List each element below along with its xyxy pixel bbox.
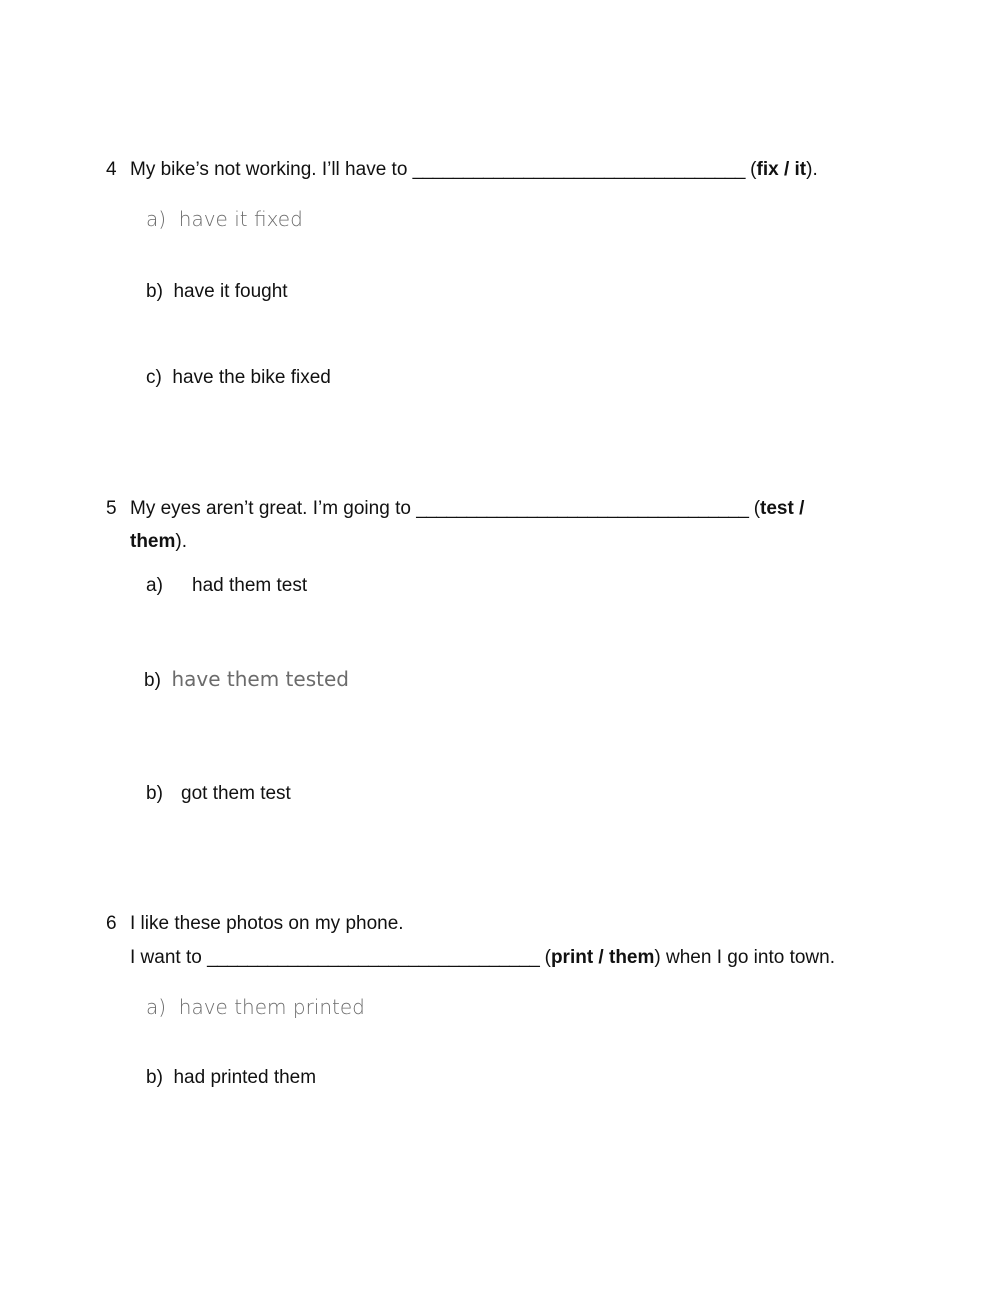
option-6a[interactable] — [146, 995, 365, 1019]
question-stem — [130, 497, 804, 521]
hint-verb: print / them — [550, 947, 655, 968]
hint-open: ( — [544, 947, 551, 968]
option-text: had printed them — [173, 1067, 317, 1088]
option-label: a) — [146, 575, 163, 596]
question-stem — [130, 946, 835, 970]
option-label: b) — [146, 281, 163, 302]
question-4 — [0, 158, 1000, 182]
hint-close: ). — [806, 159, 818, 180]
question-number: 5 — [106, 498, 117, 519]
option-6b[interactable] — [146, 1066, 316, 1090]
hint-verb-line1: test / — [760, 498, 805, 519]
hint-close: ) when I go into town. — [654, 947, 835, 968]
option-text: have them tested — [171, 667, 349, 691]
hint-verb-line2: them — [130, 531, 176, 552]
stem-text: I want to — [130, 947, 202, 968]
hint-open: ( — [750, 159, 757, 180]
hint-close: ). — [175, 531, 188, 552]
option-5a[interactable] — [146, 574, 307, 598]
question-6 — [0, 912, 1000, 972]
option-label: a) — [146, 207, 167, 231]
option-text: have the bike fixed — [172, 367, 331, 388]
option-4b[interactable] — [146, 280, 288, 304]
option-text: had them test — [192, 575, 308, 596]
question-number: 4 — [106, 159, 117, 180]
answer-blank[interactable]: _________________________________ — [207, 947, 540, 968]
option-4c[interactable] — [146, 366, 331, 390]
option-label: b) — [144, 670, 161, 691]
option-4a[interactable] — [146, 207, 303, 231]
option-5c[interactable] — [146, 782, 291, 806]
stem-text: My eyes aren’t great. I’m going to — [130, 498, 411, 519]
option-label: a) — [146, 995, 167, 1019]
option-text: have them printed — [178, 995, 365, 1019]
hint-open: ( — [753, 498, 761, 519]
option-label: b) — [146, 783, 163, 804]
question-stem-line1: I like these photos on my phone. — [130, 913, 404, 934]
option-text: have it fixed — [178, 207, 303, 231]
question-5 — [0, 497, 1000, 557]
option-text: got them test — [181, 783, 291, 804]
stem-text: My bike’s not working. I’ll have to — [130, 159, 408, 180]
option-label: b) — [146, 1067, 163, 1088]
question-number: 6 — [106, 913, 117, 934]
answer-blank[interactable]: _________________________________ — [416, 498, 749, 519]
answer-blank[interactable]: _________________________________ — [412, 159, 745, 180]
option-5b[interactable] — [144, 667, 349, 693]
question-stem — [130, 158, 818, 182]
hint-verb: fix / it — [756, 159, 807, 180]
option-text: have it fought — [173, 281, 288, 302]
question-stem-line2 — [130, 530, 187, 554]
option-label: c) — [146, 367, 162, 388]
